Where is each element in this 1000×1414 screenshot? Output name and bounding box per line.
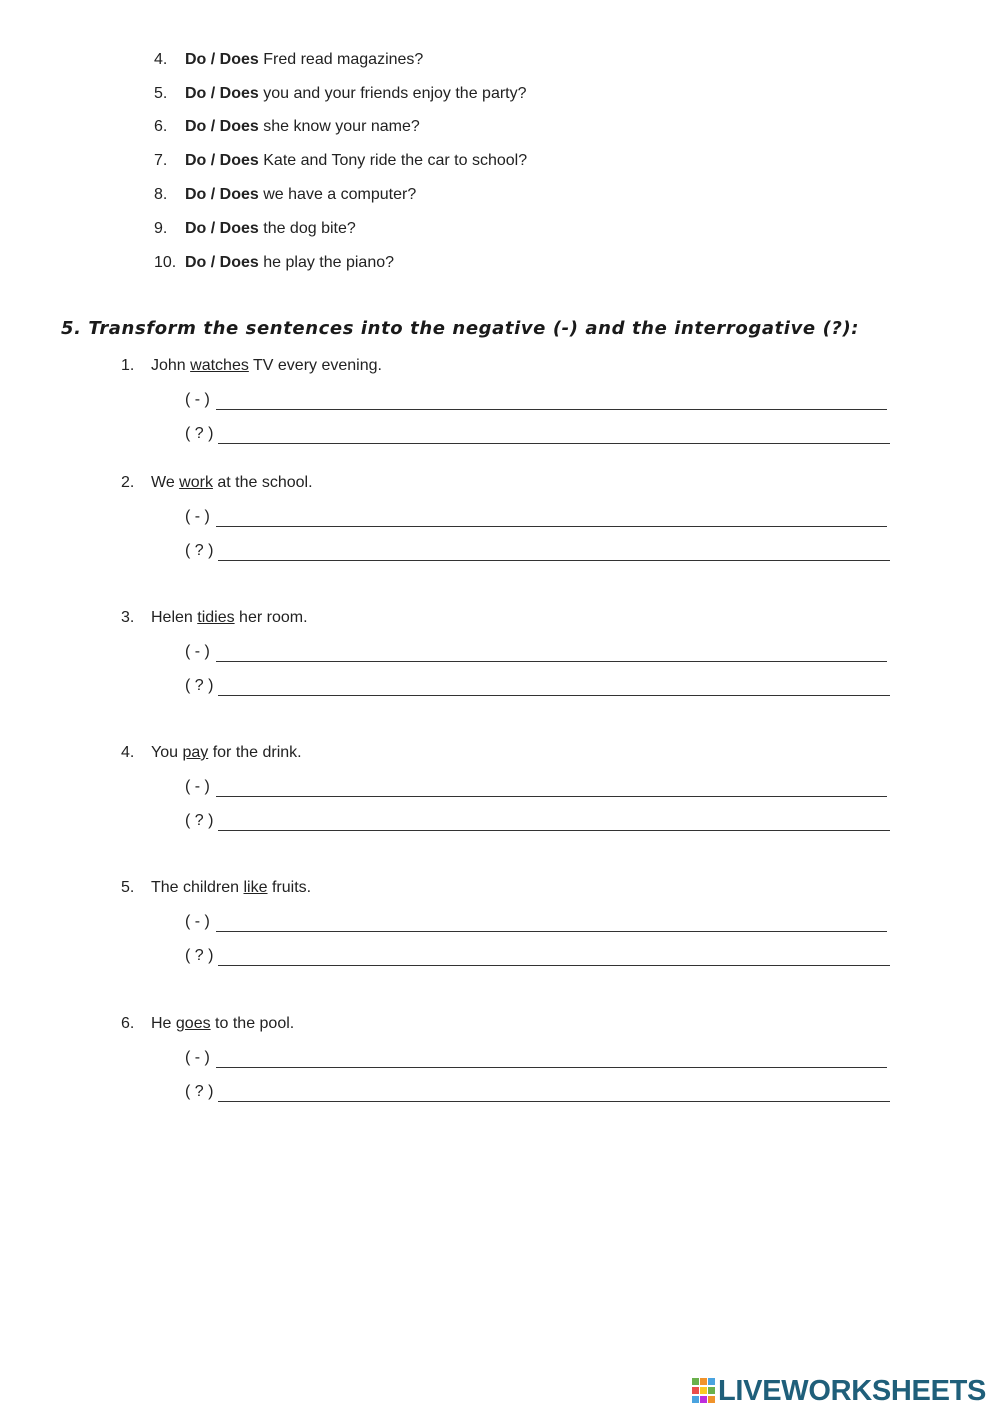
sentence-verb: tidies <box>197 609 235 626</box>
answer-rule <box>216 796 887 797</box>
liveworksheets-logo-icon <box>692 1378 716 1404</box>
interrogative-answer-line[interactable] <box>185 675 890 697</box>
negative-answer-line[interactable] <box>185 911 890 933</box>
question-number: 9. <box>154 220 168 237</box>
question-text: the dog bite? <box>258 220 356 237</box>
interrogative-answer-line[interactable] <box>185 810 890 832</box>
sentence-end: her room. <box>234 609 308 626</box>
sentence-end: at the school. <box>212 474 313 491</box>
interrogative-label: ( ? ) <box>185 947 214 964</box>
question-number: 4. <box>154 51 168 68</box>
sentence-start: The children <box>151 879 244 896</box>
question-choice: Do / Does <box>185 254 259 271</box>
answer-rule <box>216 661 887 662</box>
interrogative-answer-line[interactable] <box>185 423 890 445</box>
exercise-sentence <box>121 1013 294 1035</box>
question-choice: Do / Does <box>185 186 259 203</box>
sentence-start: We <box>151 474 180 491</box>
sentence-start: You <box>151 744 183 761</box>
question-item <box>154 116 420 138</box>
answer-rule <box>218 560 890 561</box>
liveworksheets-logo-text: LIVEWORKSHEETS <box>718 1375 987 1407</box>
sentence-end: to the pool. <box>210 1015 295 1032</box>
question-item <box>154 83 527 105</box>
question-text: Fred read magazines? <box>258 51 424 68</box>
answer-rule <box>218 1101 890 1102</box>
exercise-number: 5. <box>121 879 135 896</box>
question-choice: Do / Does <box>185 118 259 135</box>
question-choice: Do / Does <box>185 152 259 169</box>
interrogative-label: ( ? ) <box>185 812 214 829</box>
negative-label: ( - ) <box>185 508 210 525</box>
sentence-start: He <box>151 1015 176 1032</box>
question-number: 6. <box>154 118 168 135</box>
answer-rule <box>218 443 890 444</box>
question-number: 7. <box>154 152 168 169</box>
question-text: you and your friends enjoy the party? <box>258 85 527 102</box>
question-text: she know your name? <box>258 118 420 135</box>
question-text: we have a computer? <box>258 186 417 203</box>
exercise-sentence <box>121 877 311 899</box>
answer-rule <box>218 965 890 966</box>
exercise-sentence <box>121 472 313 494</box>
interrogative-answer-line[interactable] <box>185 540 890 562</box>
exercise-number: 4. <box>121 744 135 761</box>
exercise-sentence <box>121 742 302 764</box>
interrogative-answer-line[interactable] <box>185 1081 890 1103</box>
sentence-end: TV every evening. <box>248 357 382 374</box>
sentence-end: for the drink. <box>208 744 302 761</box>
negative-answer-line[interactable] <box>185 506 890 528</box>
question-item <box>154 150 527 172</box>
sentence-verb: goes <box>175 1015 211 1032</box>
exercise-number: 1. <box>121 357 135 374</box>
exercise-number: 6. <box>121 1015 135 1032</box>
question-item <box>154 184 416 206</box>
answer-rule <box>218 695 890 696</box>
question-text: Kate and Tony ride the car to school? <box>258 152 528 169</box>
interrogative-label: ( ? ) <box>185 1083 214 1100</box>
interrogative-answer-line[interactable] <box>185 945 890 967</box>
negative-label: ( - ) <box>185 643 210 660</box>
question-choice: Do / Does <box>185 85 259 102</box>
question-number: 10. <box>154 254 177 271</box>
answer-rule <box>216 1067 887 1068</box>
exercise-number: 3. <box>121 609 135 626</box>
answer-rule <box>216 931 887 932</box>
negative-label: ( - ) <box>185 1049 210 1066</box>
question-number: 8. <box>154 186 168 203</box>
sentence-start: John <box>151 357 191 374</box>
sentence-end: fruits. <box>267 879 312 896</box>
exercise-sentence <box>121 355 382 377</box>
answer-rule <box>218 830 890 831</box>
liveworksheets-logo <box>692 1375 992 1407</box>
negative-label: ( - ) <box>185 778 210 795</box>
question-choice: Do / Does <box>185 51 259 68</box>
negative-answer-line[interactable] <box>185 776 890 798</box>
negative-answer-line[interactable] <box>185 641 890 663</box>
answer-rule <box>216 526 887 527</box>
negative-answer-line[interactable] <box>185 389 890 411</box>
question-text: he play the piano? <box>258 254 395 271</box>
exercise-sentence <box>121 607 308 629</box>
interrogative-label: ( ? ) <box>185 677 214 694</box>
question-item <box>154 252 394 274</box>
question-number: 5. <box>154 85 168 102</box>
exercise-number: 2. <box>121 474 135 491</box>
negative-label: ( - ) <box>185 391 210 408</box>
interrogative-label: ( ? ) <box>185 425 214 442</box>
answer-rule <box>216 409 887 410</box>
question-item <box>154 218 356 240</box>
section-title: 5. Transform the sentences into the negative (-) and the interrogative (?): <box>61 318 860 339</box>
sentence-start: Helen <box>151 609 198 626</box>
sentence-verb: watches <box>190 357 249 374</box>
question-item <box>154 49 423 71</box>
sentence-verb: like <box>243 879 268 896</box>
sentence-verb: work <box>179 474 213 491</box>
interrogative-label: ( ? ) <box>185 542 214 559</box>
sentence-verb: pay <box>182 744 209 761</box>
negative-label: ( - ) <box>185 913 210 930</box>
negative-answer-line[interactable] <box>185 1047 890 1069</box>
question-choice: Do / Does <box>185 220 259 237</box>
